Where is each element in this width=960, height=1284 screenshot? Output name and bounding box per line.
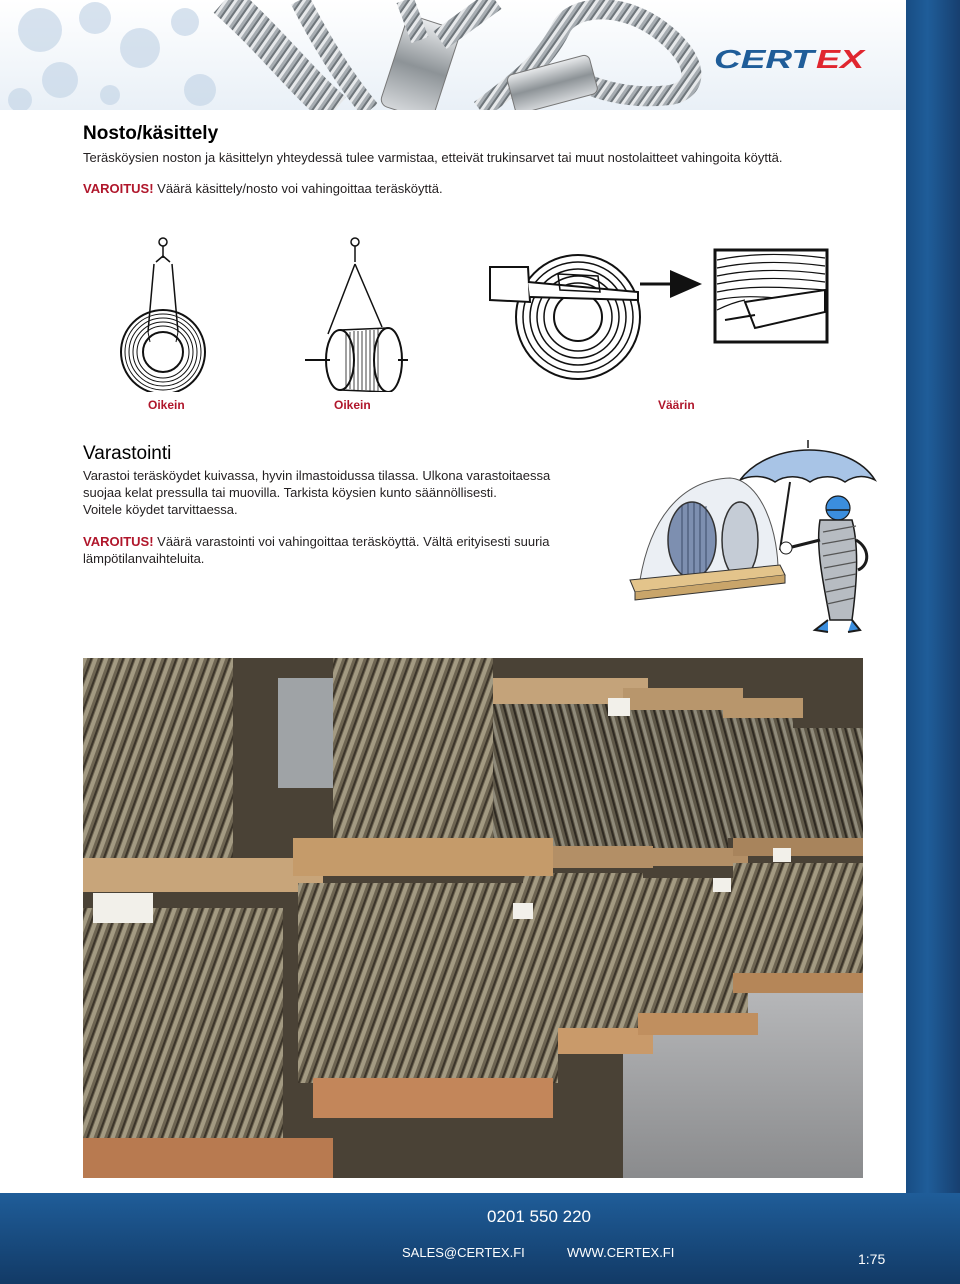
lifting-body: Teräsköysien noston ja käsittelyn yhteydessä tulee varmistaa, etteivät trukinsarvet tai muut nostolaitteet vahingoita köyttä. bbox=[83, 150, 783, 165]
email-link[interactable]: SALES@CERTEX.FI bbox=[402, 1245, 525, 1260]
svg-text:CERT: CERT bbox=[714, 44, 818, 74]
footer bbox=[0, 1193, 906, 1284]
storage-line-1: Varastoi teräsköydet kuivassa, hyvin ilmastoidussa tilassa. Ulkona varastoitaessa bbox=[83, 468, 551, 483]
caption-correct-2: Oikein bbox=[334, 398, 371, 412]
header-banner bbox=[0, 0, 906, 110]
lifting-title: Nosto/käsittely bbox=[83, 123, 219, 144]
storage-title: Varastointi bbox=[83, 443, 172, 464]
storage-line-2: suojaa kelat pressulla tai muovilla. Tarkista köysien kunto säännöllisesti. bbox=[83, 485, 497, 500]
warning-label: VAROITUS! bbox=[83, 181, 154, 196]
certex-logo bbox=[712, 44, 867, 74]
svg-text:EX: EX bbox=[816, 44, 867, 74]
handling-illustrations bbox=[110, 232, 840, 392]
phone-number[interactable]: 0201 550 220 bbox=[487, 1207, 591, 1226]
warning-text: Väärä käsittely/nosto voi vahingoittaa teräsköyttä. bbox=[153, 181, 443, 196]
caption-correct-1: Oikein bbox=[148, 398, 185, 412]
coil-sling-illustration bbox=[121, 238, 205, 392]
warehouse-reels-photo bbox=[83, 658, 863, 1178]
storage-warning-text: Väärä varastointi voi vahingoittaa teräsköyttä. Vältä erityisesti suuria bbox=[153, 534, 550, 549]
caption-wrong: Väärin bbox=[658, 398, 695, 412]
mascot-umbrella-illustration bbox=[620, 440, 890, 640]
website-link[interactable]: WWW.CERTEX.FI bbox=[567, 1245, 675, 1260]
storage-warning-2: lämpötilanvaihteluita. bbox=[83, 551, 205, 566]
storage-line-3: Voitele köydet tarvittaessa. bbox=[83, 502, 238, 517]
rope-mascot bbox=[780, 496, 867, 632]
right-edge-band bbox=[906, 0, 960, 1284]
damage-closeup-illustration bbox=[715, 250, 827, 342]
reel-sling-illustration bbox=[305, 238, 408, 392]
warehouse-photo-illustration bbox=[83, 658, 863, 1178]
lifting-warning bbox=[83, 180, 443, 197]
page-number: 1:75 bbox=[858, 1251, 886, 1267]
storage-warning-label: VAROITUS! bbox=[83, 534, 154, 549]
storage-warning-1 bbox=[83, 533, 550, 550]
wrong-forklift-illustration bbox=[490, 255, 640, 379]
arrow-icon bbox=[640, 270, 702, 298]
